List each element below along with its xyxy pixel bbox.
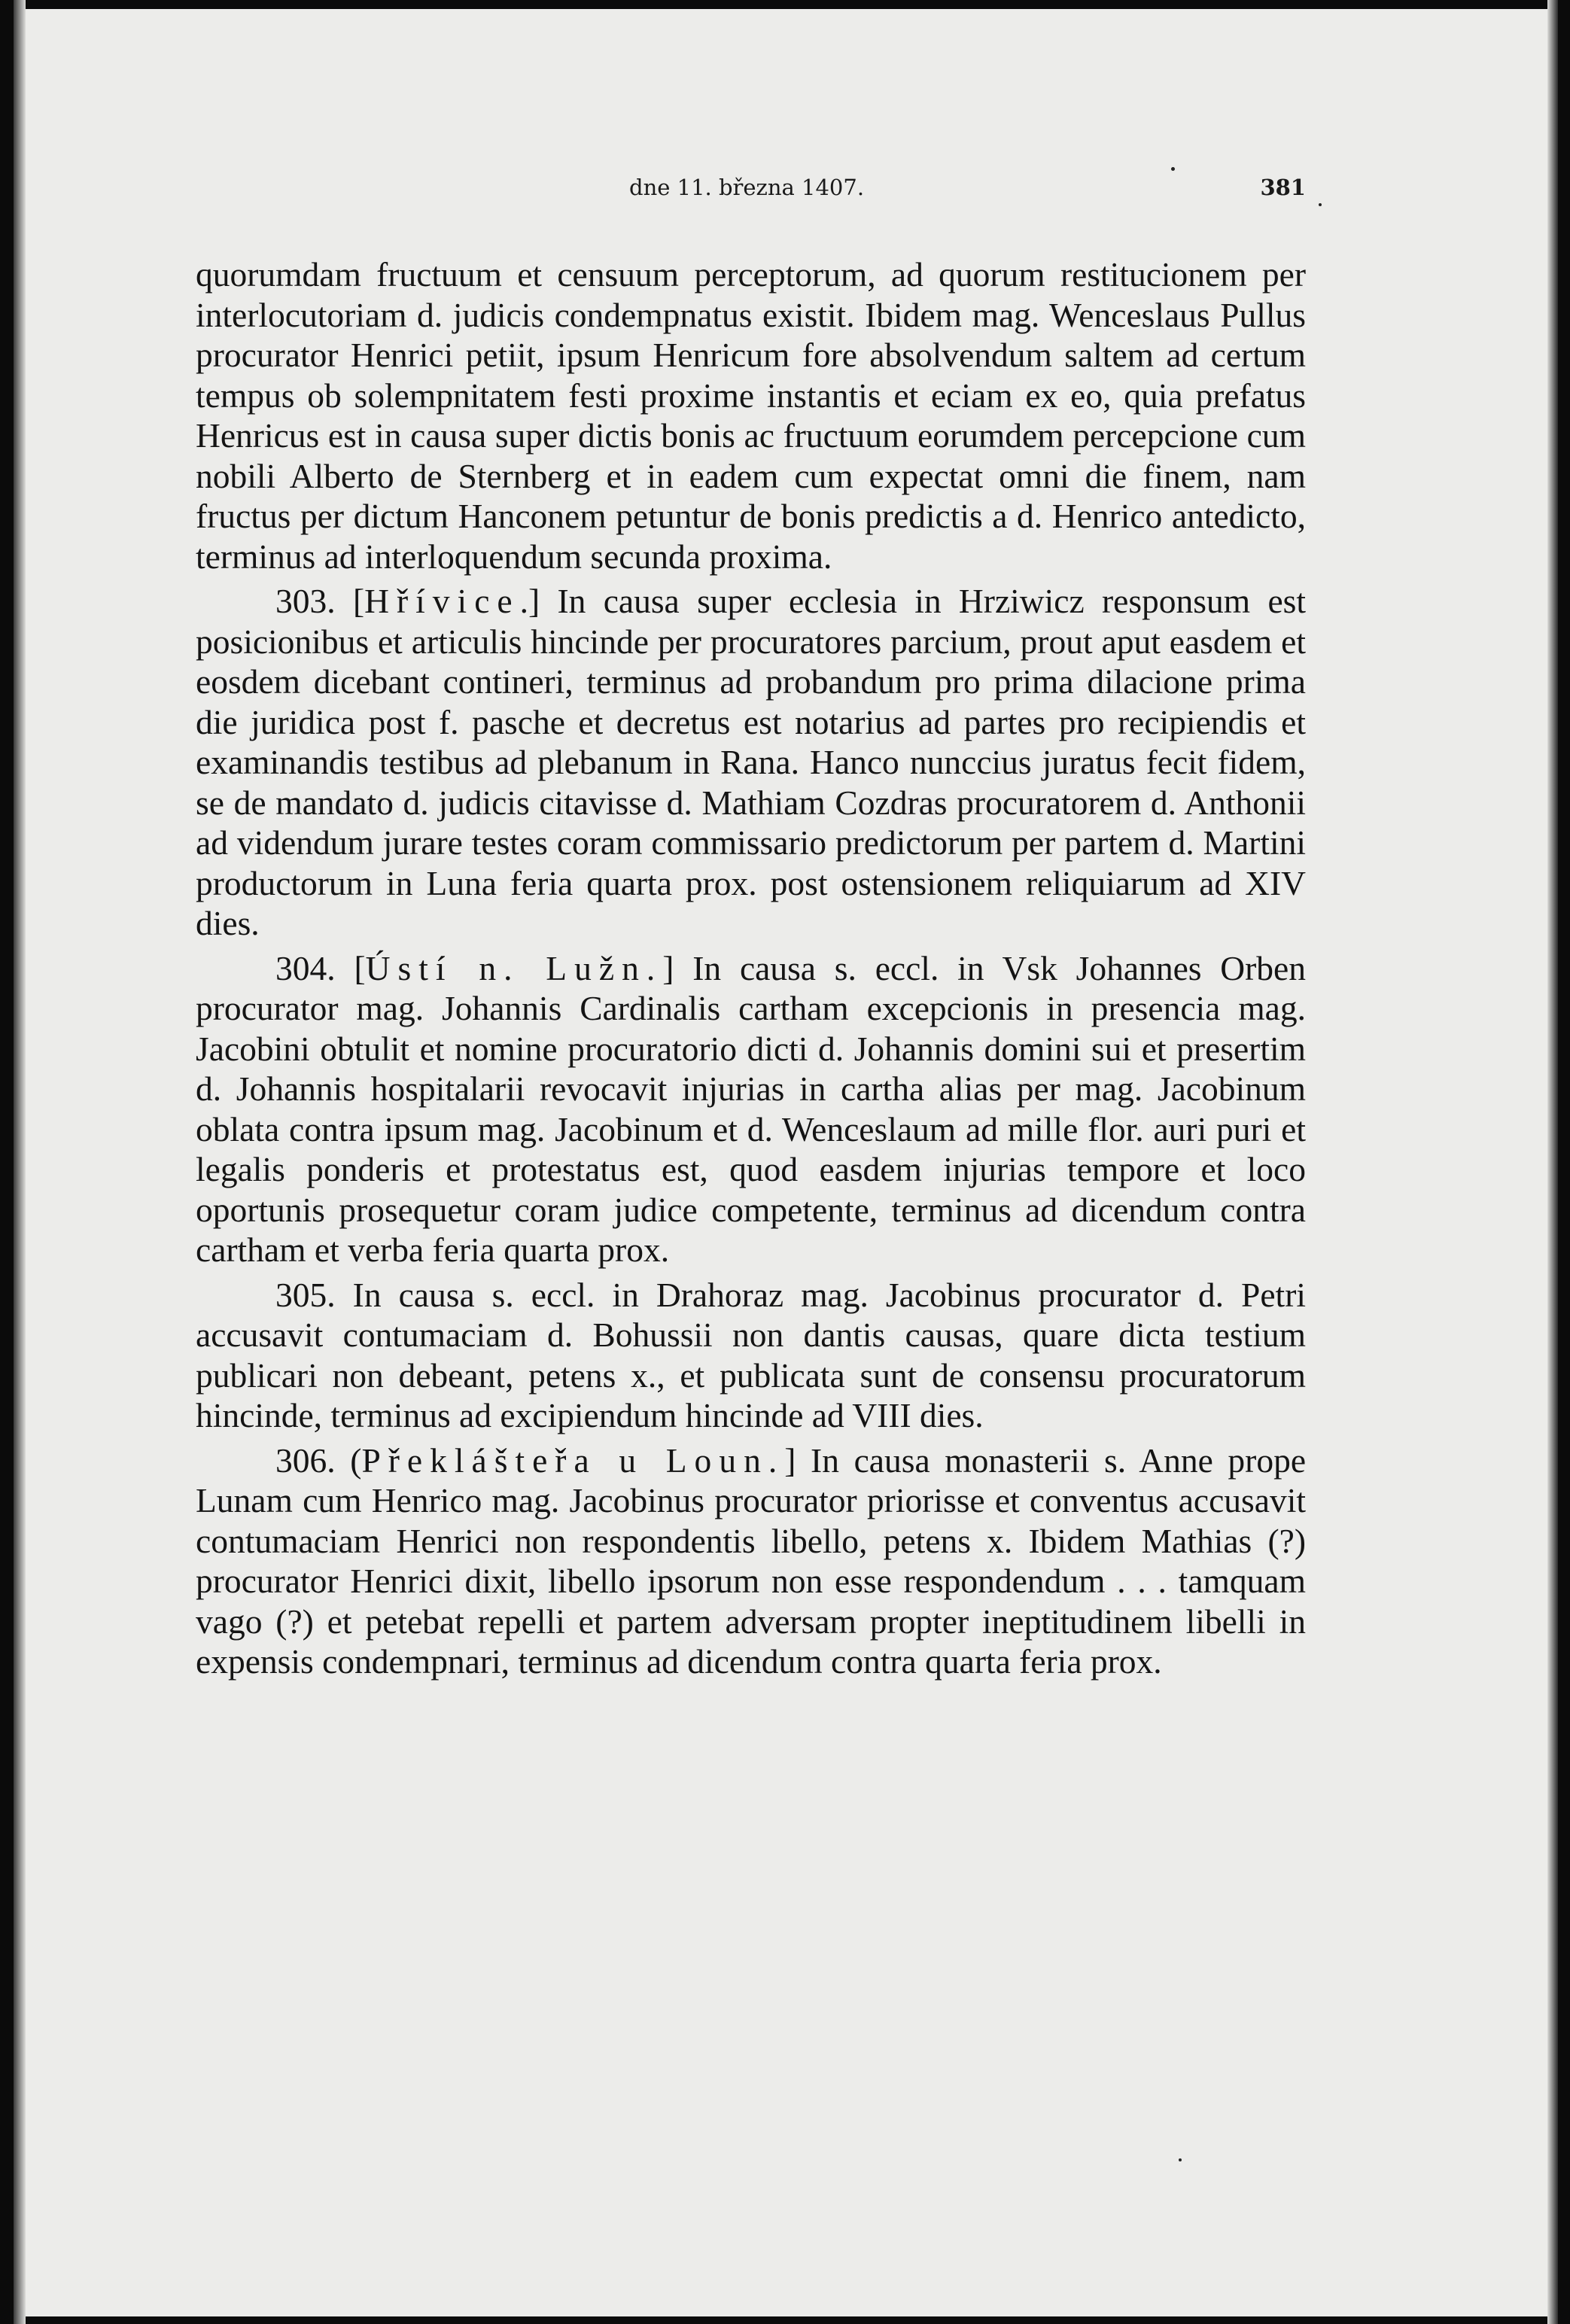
entry-place: Překlášteřa u Loun. — [361, 1440, 785, 1480]
entry-text: In causa s. eccl. in Vsk Johannes Orben procurator mag. Johannis Cardinalis cartham excepcionis in presencia mag. Jacobini obtulit et nomine procuratorio dicti d. Johannis domini sui et presertim d. Johannis hospitalarii revocavit injurias in cartha alias per mag. Jacobinum oblata contra ipsum mag. Jacobinum et d. Wenceslaum ad mille flor. auri puri et legalis ponderis et protestatus est, quod easdem injurias tempore et loco oportunis prosequetur coram judice competente, terminus ad dicendum contra cartham et verba feria quarta prox. — [196, 948, 1307, 1269]
book-gutter-shadow — [14, 0, 26, 2324]
print-speck — [1171, 167, 1175, 171]
entry-304: 304. [Ústí n. Lužn.] In causa s. eccl. in Vsk Johannes Orben procurator mag. Johannis Cardinalis cartham excepcionis in presencia mag. Jacobini obtulit et nomine procuratorio dicti d. Johannis domini sui et presertim d. Johannis hospitalarii revocavit injurias in cartha alias per mag. Jacobinum oblata contra ipsum mag. Jacobinum et d. Wenceslaum ad mille flor. auri puri et legalis ponderis et protestatus est, quod easdem injurias tempore et loco oportunis prosequetur coram judice competente, terminus ad dicendum contra cartham et verba feria quarta prox. — [196, 948, 1307, 1269]
running-title: dne 11. března 1407. — [629, 175, 865, 200]
entry-303: 303. [Hřívice.] In causa super ecclesia in Hrziwicz responsum est posicionibus et articulis hincinde per procuratores parcium, prout aput easdem et eosdem dicebant contineri, terminus ad probandum pro prima dilacione prima die juridica post f. pasche et decretus est notarius ad partes pro recipiendis et examinandis testibus ad plebanum in Rana. Hanco nunccius juratus fecit fidem, se de mandato d. judicis citavisse d. Mathiam Cozdras procuratorem d. Anthonii ad videndum jurare testes coram commissario predictorum per partem d. Martini productorum in Luna feria quarta prox. post ostensionem reliquiarum ad XIV dies. — [196, 582, 1307, 942]
scan-border-left — [0, 0, 14, 2324]
scan-border-bottom — [0, 2316, 1570, 2324]
entry-306: 306. (Překlášteřa u Loun.] In causa monasterii s. Anne prope Lunam cum Henrico mag. Jacobinus procurator priorisse et conventus accusavit contumaciam Henrici non respondentis libello, petens x. Ibidem Mathias (?) procurator Henrici dixit, libello ipsorum non esse respondendum . . . tamquam vago (?) et petebat repelli et partem adversam propter ineptitudinem libelli in expensis condempnari, terminus ad dicendum contra quarta feria prox. — [196, 1440, 1307, 1681]
page-edge-shadow — [1547, 0, 1558, 2324]
scan-border-right — [1558, 0, 1570, 2324]
entry-text: In causa s. eccl. in Drahoraz mag. Jacobinus procurator d. Petri accusavit contumaciam d. Bohussii non dantis causas, quare dicta testium publicari non debeant, petens x., et publicata sunt de consensu procuratorum hincinde, terminus ad excipiendum hincinde ad VIII dies. — [196, 1275, 1306, 1434]
entry-number: 306. — [275, 1440, 336, 1480]
print-speck — [1179, 2158, 1182, 2161]
scan-border-top — [0, 0, 1570, 9]
entry-305 — [196, 1275, 1306, 1436]
entry-number: 305. — [275, 1275, 336, 1314]
print-speck — [1319, 203, 1322, 206]
entry-place: Hřívice — [364, 582, 520, 620]
entry-place: Ústí n. Lužn. — [365, 948, 663, 987]
entry-number: 304. — [275, 948, 336, 987]
paragraph-text: quorumdam fructuum et censuum perceptorum, ad quorum restitucionem per interlocutoriam d. judicis condempnatus existit. Ibidem mag. Wenceslaus Pullus procurator Henrici petiit, ipsum Henricum fore absolvendum saltem ad certum tempus ob solempnitatem festi proxime instantis et eciam ex eo, quia prefatus Henricus est in causa super dictis bonis ac fructuum eorumdem percepcione cum nobili Alberto de Sternberg et in eadem cum expectat omni die finem, nam fructus per dictum Hanconem petuntur de bonis predictis a d. Henrico antedicto, terminus ad interloquendum secunda proxima. — [196, 255, 1306, 576]
page-number: 381 — [1260, 175, 1306, 200]
page-body — [196, 254, 1306, 1687]
entry-text: In causa super ecclesia in Hrziwicz responsum est posicionibus et articulis hincinde per procuratores parcium, prout aput easdem et eosdem dicebant contineri, terminus ad probandum pro prima dilacione prima die juridica post f. pasche et decretus est notarius ad partes pro recipiendis et examinandis testibus ad plebanum in Rana. Hanco nunccius juratus fecit fidem, se de mandato d. judicis citavisse d. Mathiam Cozdras procuratorem d. Anthonii ad videndum jurare testes coram commissario predictorum per partem d. Martini productorum in Luna feria quarta prox. post ostensionem reliquiarum ad XIV dies. — [196, 582, 1307, 942]
entry-text: In causa monasterii s. Anne prope Lunam cum Henrico mag. Jacobinus procurator priorisse et conventus accusavit contumaciam Henrici non respondentis libello, petens x. Ibidem Mathias (?) procurator Henrici dixit, libello ipsorum non esse respondendum . . . tamquam vago (?) et petebat repelli et partem adversam propter ineptitudinem libelli in expensis condempnari, terminus ad dicendum contra quarta feria prox. — [196, 1440, 1307, 1681]
running-header — [196, 175, 1306, 208]
paragraph-continuation — [196, 254, 1306, 576]
entry-number: 303. — [275, 582, 336, 620]
